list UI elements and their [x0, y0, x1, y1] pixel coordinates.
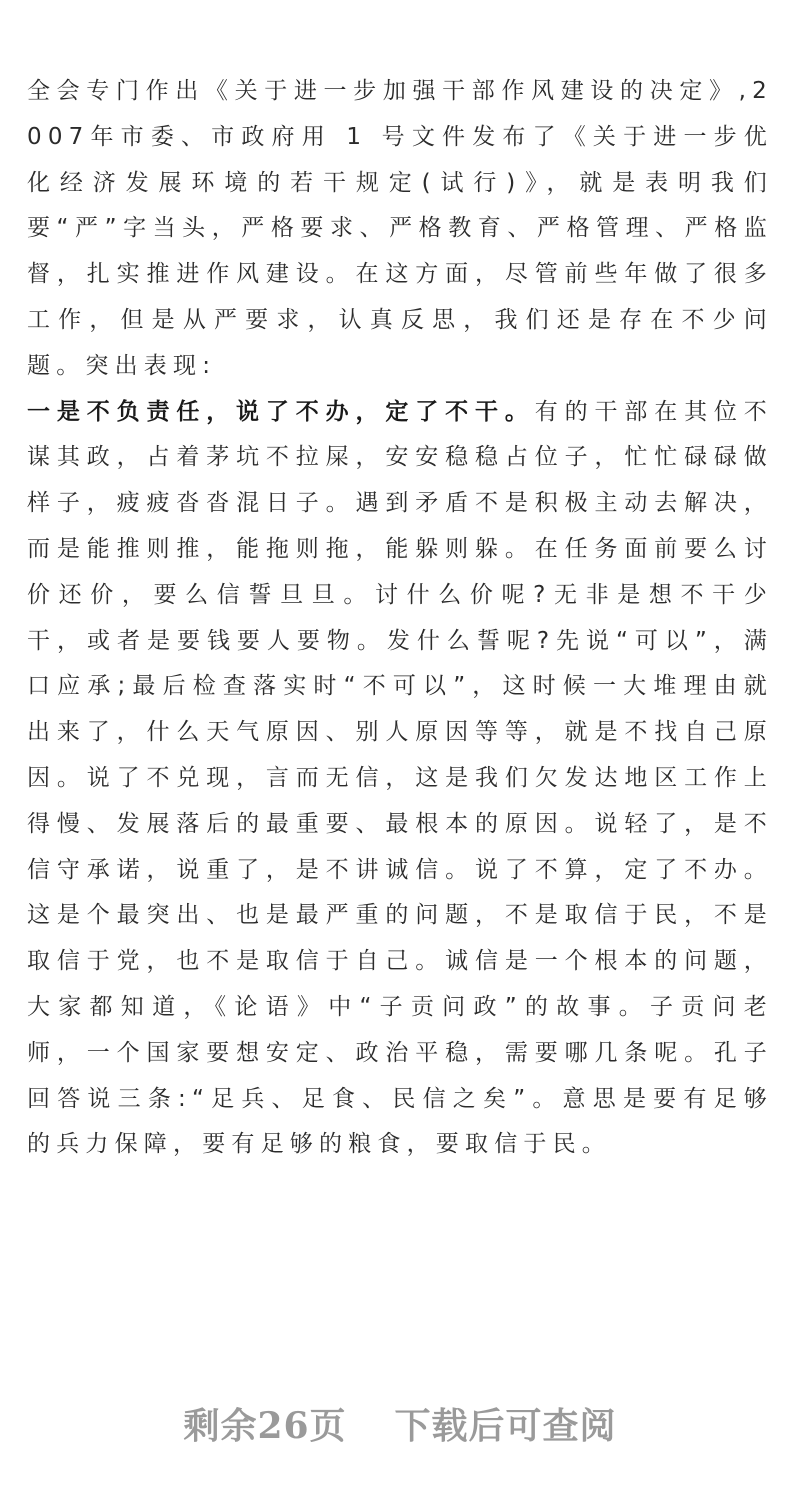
paragraph-2-lead: 一是不负责任，说了不办，定了不干。	[27, 398, 535, 425]
paragraph-2-text: 有的干部在其位不谋其政，占着茅坑不拉屎，安安稳稳占位子，忙忙碌碌做样子，疲疲沓沓混日子。遇到矛盾不是积极主动去解决，而是能推则推，能拖则拖，能躲则躲。在任务面前要么讨价还价，要么信誓旦旦。讨什么价呢?无非是想不干少干，或者是要钱要人要物。发什么誓呢?先说“可以”，满口应承;最后检查落实时“不可以”，这时候一大堆理由就出来了，什么天气原因、别人原因等等，就是不找自己原因。说了不兑现，言而无信，这是我们欠发达地区工作上得慢、发展落后的最重要、最根本的原因。说轻了，是不信守承诺，说重了，是不讲诚信。说了不算，定了不办。这是个最突出、也是最严重的问题，不是取信于民，不是取信于党，也不是取信于自己。诚信是一个根本的问题，大家都知道，《论语》中“子贡问政”的故事。子贡问老师，一个国家要想安定、政治平稳，需要哪几条呢。孔子回答说三条:“足兵、足食、民信之矣”。意思是要有足够的兵力保障，要有足够的粮食，要取信于民。	[27, 398, 773, 1158]
remaining-pages-label: 剩余26页	[183, 1405, 347, 1447]
download-hint-label: 下载后可查阅	[394, 1405, 617, 1447]
document-body	[27, 69, 773, 1168]
paragraph-1	[27, 69, 773, 390]
download-prompt[interactable]	[0, 1398, 800, 1449]
paragraph-2	[27, 390, 773, 1169]
paragraph-1-text: 全会专门作出《关于进一步加强干部作风建设的决定》,2007年市委、市政府用 1 号文件发布了《关于进一步优化经济发展环境的若干规定(试行)》，就是表明我们要“严”字当头，严格要求、严格教育、严格管理、严格监督，扎实推进作风建设。在这方面，尽管前些年做了很多工作，但是从严要求，认真反思，我们还是存在不少问题。突出表现:	[27, 78, 773, 379]
